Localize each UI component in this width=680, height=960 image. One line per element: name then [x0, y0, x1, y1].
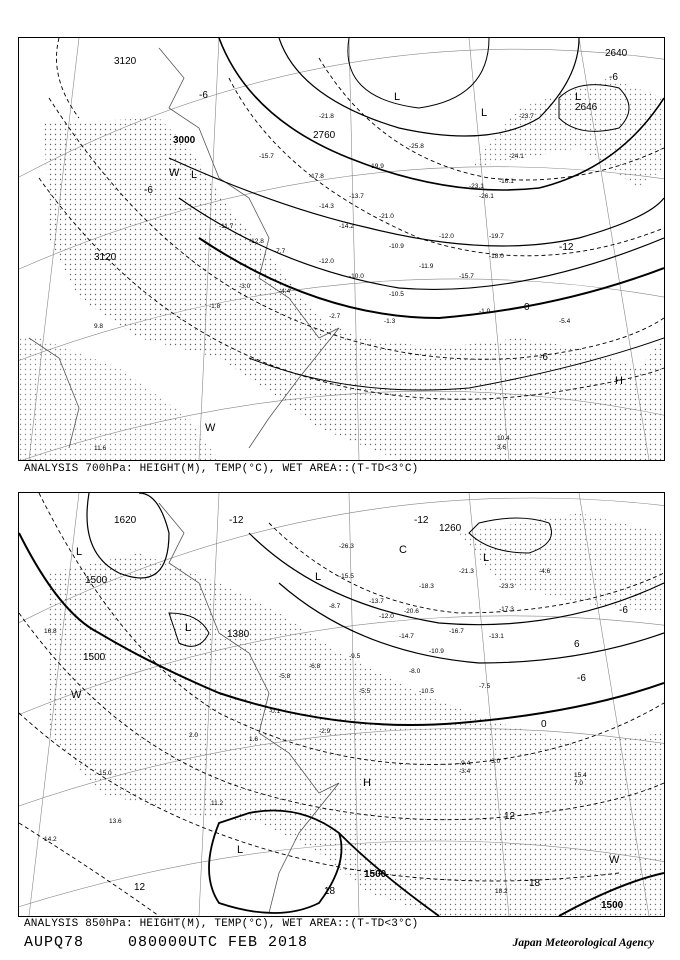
wet-area	[459, 513, 664, 613]
warm-center: W	[169, 167, 180, 179]
station-value: 10.4	[497, 435, 510, 442]
map-850hpa-canvas	[19, 493, 664, 916]
temp-label: 0	[541, 719, 547, 730]
height-label: 2640	[605, 48, 628, 59]
station-value: -5.4	[559, 318, 571, 325]
temp-label: 18	[529, 878, 541, 889]
station-value: -25.8	[409, 143, 424, 150]
station-value: -8.7	[329, 603, 341, 610]
station-value: -1.0	[479, 308, 491, 315]
station-value: -15.7	[259, 153, 274, 160]
high-center: H	[615, 375, 623, 387]
cold-center: C	[399, 544, 407, 556]
height-label: 3120	[114, 56, 137, 67]
station-value: -10.0	[349, 273, 364, 280]
station-value: -8.0	[409, 668, 421, 675]
wet-area	[19, 338, 219, 460]
map-700hpa	[18, 37, 665, 461]
station-value: -23.1	[469, 183, 484, 190]
station-value: -16.1	[499, 178, 514, 185]
station-value: -12.8	[249, 238, 264, 245]
station-value: -21.0	[379, 213, 394, 220]
high-center: H	[363, 777, 371, 789]
station-value: -14.3	[319, 203, 334, 210]
height-label: 3000	[173, 135, 196, 146]
station-value: -23.7	[519, 113, 534, 120]
map-850hpa	[18, 492, 665, 917]
map-700hpa-canvas	[19, 38, 664, 460]
height-label: 2760	[313, 130, 336, 141]
station-value: -14.7	[399, 633, 414, 640]
temp-label: -6	[199, 90, 208, 101]
station-value: -5.8	[279, 673, 291, 680]
temp-label: -12	[559, 242, 574, 253]
temp-label: 12	[134, 882, 146, 893]
wet-area	[49, 553, 664, 916]
station-value: 15.4	[574, 772, 587, 779]
station-value: 3.6	[497, 444, 507, 451]
station-value: -15.7	[459, 273, 474, 280]
chart-code: AUPQ78	[24, 934, 85, 951]
station-value: -10.5	[419, 688, 434, 695]
temp-label: 12	[504, 811, 516, 822]
station-value: -9.5	[349, 653, 361, 660]
station-value: -3.4	[459, 768, 471, 775]
low-center: L	[76, 546, 83, 558]
height-label: 1500	[601, 900, 624, 911]
station-value: -7.5	[479, 683, 491, 690]
station-value: 13.6	[109, 818, 122, 825]
station-value: -16.7	[449, 628, 464, 635]
station-value: -12.0	[439, 233, 454, 240]
station-value: -2.9	[319, 728, 331, 735]
station-value: -10.9	[429, 648, 444, 655]
station-value: -10.9	[389, 243, 404, 250]
height-label: 1500	[83, 652, 106, 663]
station-value: -4.6	[539, 568, 551, 575]
station-value: -14.2	[339, 223, 354, 230]
station-value: -11.7	[219, 223, 234, 230]
station-value: 7.0	[574, 780, 584, 787]
station-value: -15.5	[339, 573, 354, 580]
station-value: -12.0	[319, 258, 334, 265]
station-value: 11.6	[94, 445, 107, 452]
caption-850hpa: ANALYSIS 850hPa: HEIGHT(M), TEMP(°C), WET AREA::(T-TD<3°C)	[24, 918, 419, 930]
low-center: L	[237, 844, 244, 856]
station-value: -9.4	[459, 760, 471, 767]
height-label: 1380	[227, 629, 250, 640]
station-value: -10.5	[389, 291, 404, 298]
station-value: -18.3	[419, 583, 434, 590]
temp-label: -6	[539, 352, 548, 363]
station-value: 15.0	[99, 770, 112, 777]
temp-label: -12	[229, 515, 244, 526]
warm-center: W	[205, 422, 216, 434]
low-center: L	[483, 552, 490, 564]
station-value: -26.3	[339, 543, 354, 550]
station-value: -13.7	[369, 598, 384, 605]
station-value: 1.6	[249, 736, 259, 743]
station-value: 9.8	[94, 323, 104, 330]
station-value: -2.7	[329, 313, 341, 320]
temp-label: -12	[414, 515, 429, 526]
station-value: -4.4	[279, 288, 291, 295]
height-label: 2646	[575, 102, 598, 113]
station-value: -21.3	[459, 568, 474, 575]
station-value: 14.2	[44, 836, 57, 843]
station-value: -19.7	[489, 233, 504, 240]
station-value: -21.8	[319, 113, 334, 120]
station-value: -20.6	[404, 608, 419, 615]
low-center: L	[394, 91, 401, 103]
analysis-time: 080000UTC FEB 2018	[128, 934, 309, 951]
low-center: L	[185, 622, 192, 634]
height-label: 1500	[85, 575, 108, 586]
station-value: -18.0	[489, 253, 504, 260]
station-value: -1.3	[384, 318, 396, 325]
station-value: 16.8	[44, 628, 57, 635]
station-value: -3.0	[489, 758, 501, 765]
low-center: L	[575, 91, 582, 103]
station-value: -13.1	[489, 633, 504, 640]
agency-name: Japan Meteorological Agency	[512, 937, 654, 949]
station-value: -17.3	[499, 606, 514, 613]
station-value: -12.0	[379, 613, 394, 620]
station-value: 11.2	[211, 800, 224, 807]
station-value: -0.1	[269, 708, 281, 715]
station-value: -23.3	[499, 583, 514, 590]
station-value: -5.5	[359, 688, 371, 695]
height-label: 1260	[439, 523, 462, 534]
station-value: -11.9	[419, 263, 434, 270]
station-value: -26.1	[479, 193, 494, 200]
station-value: -1.8	[209, 303, 221, 310]
station-value: -17.8	[309, 173, 324, 180]
low-center: L	[315, 571, 322, 583]
temp-label: -6	[609, 72, 618, 83]
station-value: 2.0	[189, 732, 199, 739]
station-value: -24.1	[509, 153, 524, 160]
station-value: 18.2	[495, 888, 508, 895]
low-center: L	[191, 169, 198, 181]
height-label: 1620	[114, 515, 137, 526]
station-value: -6.8	[309, 663, 321, 670]
station-value: -19.9	[369, 163, 384, 170]
temp-label: -6	[144, 185, 153, 196]
low-center: L	[481, 107, 488, 119]
temp-label: -6	[619, 605, 628, 616]
station-value: -3.0	[239, 283, 251, 290]
station-value: -13.7	[349, 193, 364, 200]
caption-700hpa: ANALYSIS 700hPa: HEIGHT(M), TEMP(°C), WET AREA::(T-TD<3°C)	[24, 463, 419, 475]
warm-center: W	[71, 689, 82, 701]
station-value: -7.7	[274, 248, 286, 255]
temp-label: 0	[524, 302, 530, 313]
temp-label: 18	[324, 886, 336, 897]
height-label: 1500	[364, 869, 387, 880]
height-label: 3120	[94, 252, 117, 263]
warm-center: W	[609, 854, 620, 866]
temp-label: 6	[574, 639, 580, 650]
temp-label: -6	[577, 673, 586, 684]
